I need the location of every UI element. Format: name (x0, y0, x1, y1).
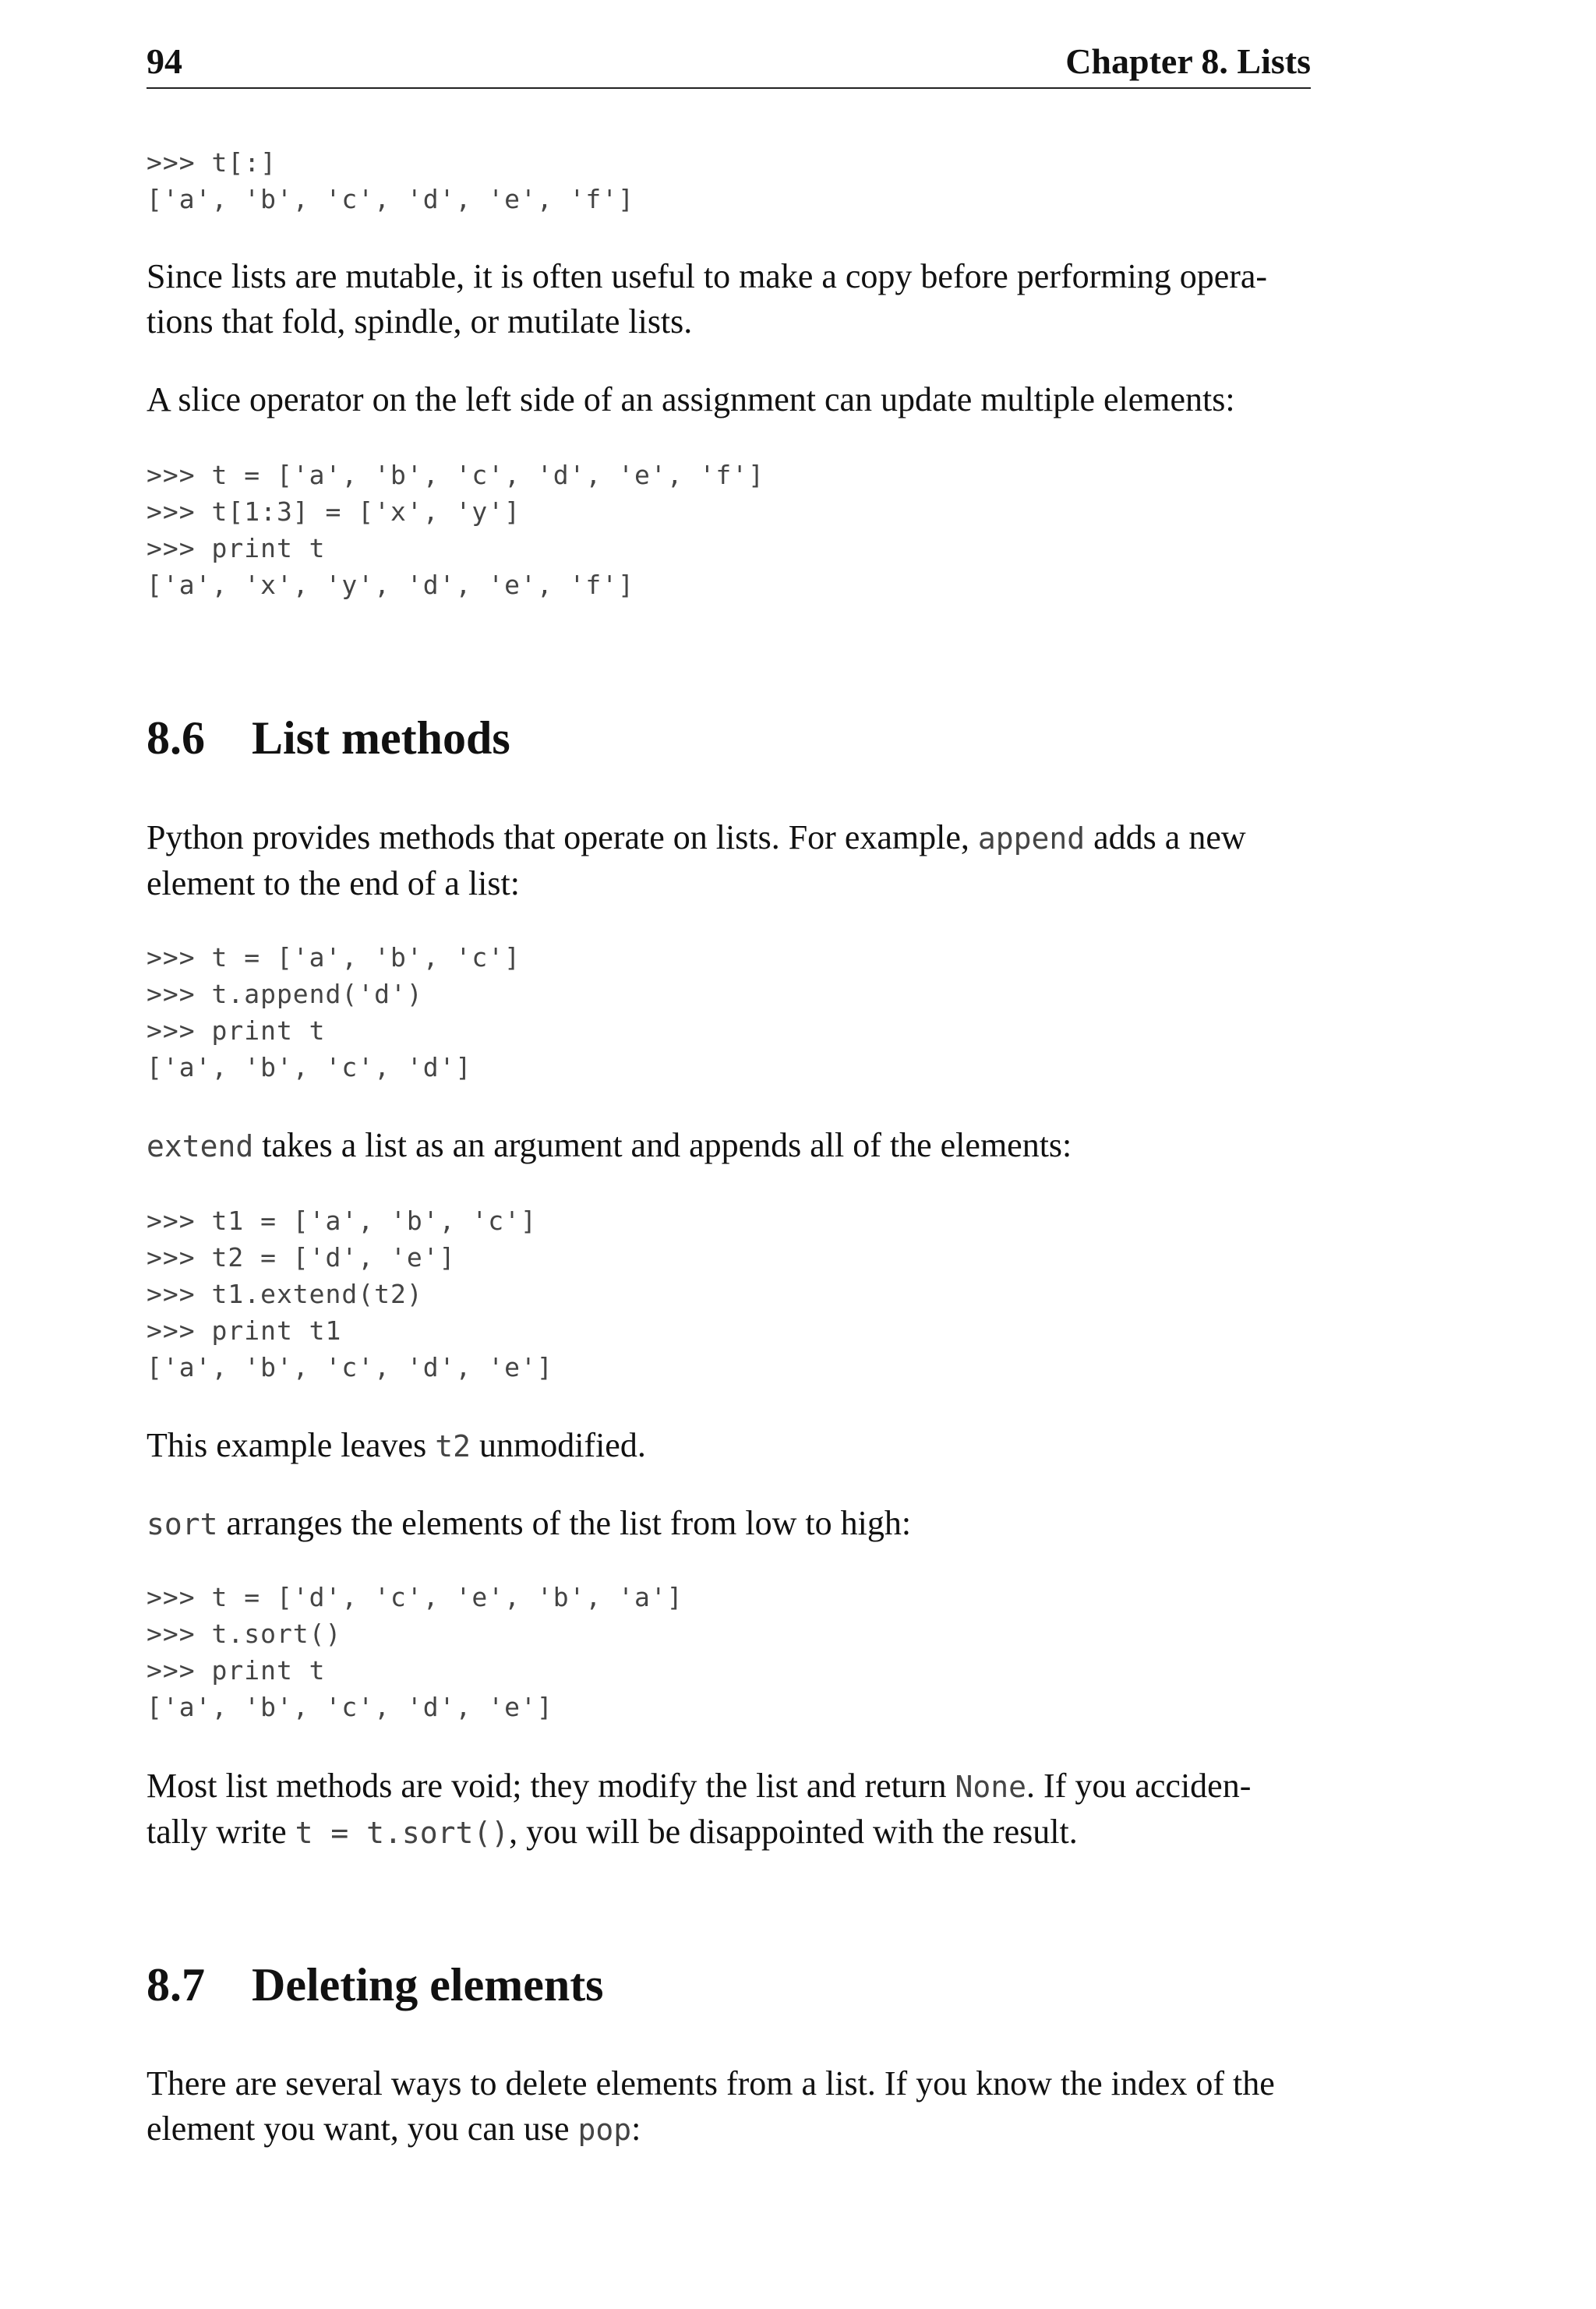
section-heading-8-6 (147, 711, 1311, 765)
section-number: 8.7 (147, 1959, 205, 2011)
chapter-title: Chapter 8. Lists (1065, 41, 1311, 81)
paragraph-text (147, 1123, 1311, 1169)
code-block-append (147, 939, 1311, 1086)
code-block-slice-copy (147, 144, 1311, 217)
text-run: takes a list as an argument and appends all of the elements: (253, 1126, 1072, 1164)
inline-code: append (977, 821, 1086, 856)
text-run: : (631, 2110, 641, 2148)
text-run: arranges the elements of the list from low to high: (217, 1504, 912, 1542)
paragraph-text (147, 2061, 1311, 2152)
inline-code: t2 (435, 1429, 471, 1463)
code-listing: >>> t1 = ['a', 'b', 'c'] >>> t2 = ['d', 'e'] >>> t1.extend(t2) >>> print t1 ['a', 'b', 'c', 'd', 'e'] (147, 1206, 553, 1382)
text-run: . If you acciden- tally write (147, 1767, 1252, 1851)
paragraph-void-methods (147, 1764, 1311, 1855)
code-listing: >>> t = ['a', 'b', 'c'] >>> t.append('d') >>> print t ['a', 'b', 'c', 'd'] (147, 942, 521, 1082)
code-block-slice-assign (147, 457, 1311, 603)
inline-code: extend (147, 1129, 254, 1163)
paragraph-append (147, 815, 1311, 906)
code-block-extend (147, 1202, 1311, 1386)
section-name: List methods (252, 712, 510, 764)
section-title (147, 1958, 1311, 2012)
paragraph-text: A slice operator on the left side of an assignment can update multiple elements: (147, 380, 1235, 418)
section-number: 8.6 (147, 712, 205, 764)
inline-code: None (955, 1770, 1027, 1804)
paragraph-text: Since lists are mutable, it is often useful to make a copy before performing opera- tions that fold, spindle, or mutilate lists. (147, 257, 1268, 341)
paragraph-text (147, 1764, 1311, 1855)
paragraph-mutable-copy (147, 254, 1311, 344)
code-listing: >>> t = ['d', 'c', 'e', 'b', 'a'] >>> t.sort() >>> print t ['a', 'b', 'c', 'd', 'e'] (147, 1582, 683, 1722)
section-name: Deleting elements (252, 1959, 604, 2011)
inline-code: t = t.sort() (295, 1816, 510, 1850)
text-run: Python provides methods that operate on lists. For example, (147, 818, 978, 856)
text-run: There are several ways to delete elements from a list. If you know the index of the element you want, you can use (147, 2064, 1275, 2148)
paragraph-sort (147, 1501, 1311, 1547)
text-run: Most list methods are void; they modify the list and return (147, 1767, 955, 1805)
page-number: 94 (147, 41, 182, 81)
section-title (147, 711, 1311, 765)
running-header (147, 41, 1311, 89)
paragraph-text (147, 1423, 1311, 1469)
paragraph-delete-pop (147, 2061, 1311, 2152)
text-run: This example leaves (147, 1426, 436, 1464)
text-run: , you will be disappointed with the result. (509, 1813, 1078, 1851)
paragraph-text (147, 815, 1311, 906)
paragraph-slice-assignment (147, 377, 1311, 422)
paragraph-text (147, 1501, 1311, 1547)
code-listing: >>> t[:] ['a', 'b', 'c', 'd', 'e', 'f'] (147, 147, 635, 214)
section-heading-8-7 (147, 1958, 1311, 2012)
inline-code: sort (147, 1507, 218, 1541)
paragraph-t2-unmodified (147, 1423, 1311, 1469)
inline-code: pop (577, 2113, 632, 2147)
code-block-sort (147, 1579, 1311, 1725)
paragraph-extend (147, 1123, 1311, 1169)
code-listing: >>> t = ['a', 'b', 'c', 'd', 'e', 'f'] >>> t[1:3] = ['x', 'y'] >>> print t ['a', 'x', 'y', 'd', 'e', 'f'] (147, 460, 764, 600)
text-run: unmodified. (470, 1426, 646, 1464)
text-run: adds a new element to the end of a list: (147, 818, 1246, 902)
